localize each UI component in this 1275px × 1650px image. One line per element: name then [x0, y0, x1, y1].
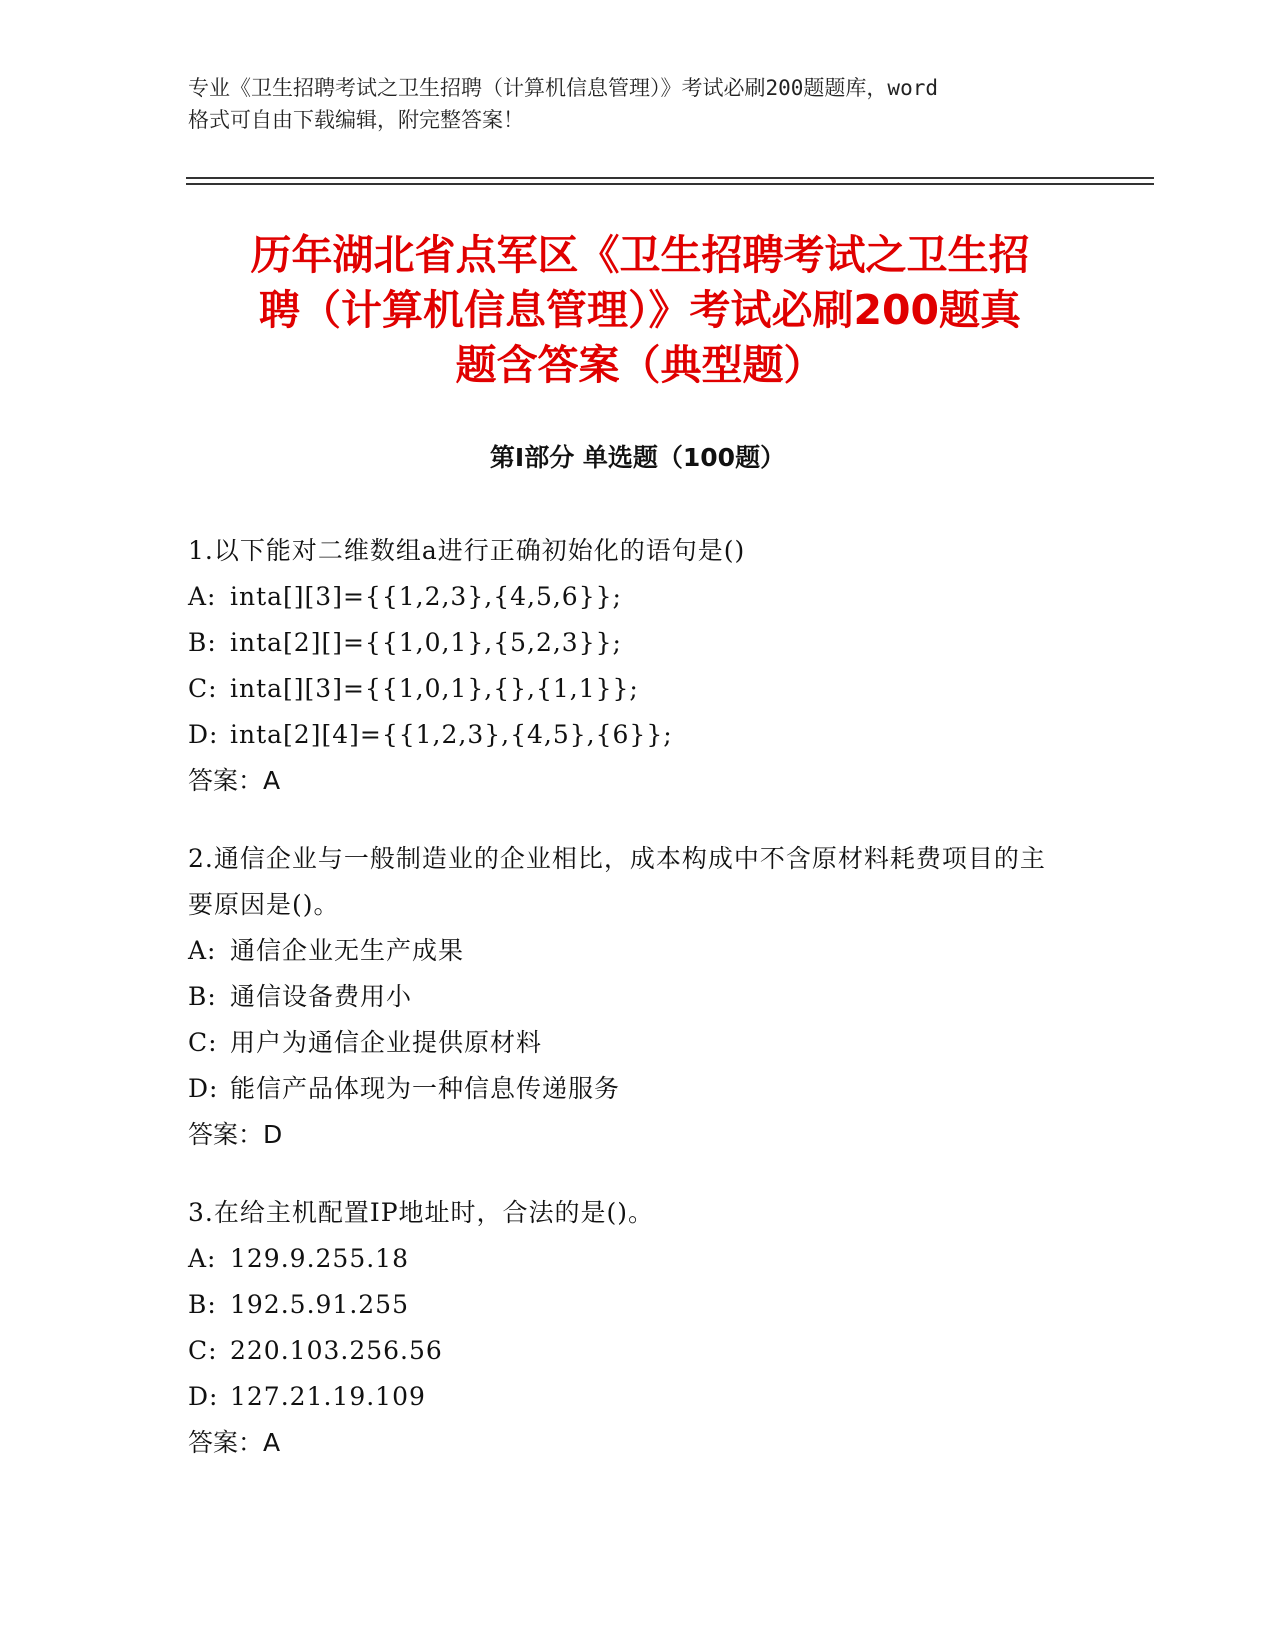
option-d	[188, 1374, 1068, 1420]
option-label: D:	[188, 1382, 219, 1411]
option-text: 220.103.256.56	[230, 1336, 443, 1365]
option-d	[188, 712, 1068, 758]
header-divider	[186, 183, 1154, 185]
option-label: C:	[188, 1336, 218, 1365]
option-text: 能信产品体现为一种信息传递服务	[230, 1074, 621, 1103]
answer: 答案：A	[188, 1428, 281, 1457]
question	[188, 836, 1068, 1158]
header-line: 专业《卫生招聘考试之卫生招聘（计算机信息管理）》考试必刷200题题库，word	[188, 76, 938, 100]
option-label: A:	[188, 936, 217, 965]
option-label: C:	[188, 1028, 218, 1057]
option-a	[188, 928, 1068, 974]
question	[188, 528, 1068, 804]
option-text: inta[][3]={{1,2,3},{4,5,6}};	[230, 582, 622, 611]
option-label: D:	[188, 720, 219, 749]
option-text: inta[2][4]={{1,2,3},{4,5},{6}};	[230, 720, 673, 749]
question-stem: 1.以下能对二维数组a进行正确初始化的语句是()	[188, 536, 746, 565]
option-b	[188, 1282, 1068, 1328]
option-c	[188, 1020, 1068, 1066]
title-line: 题含答案（典型题）	[455, 341, 825, 389]
option-label: C:	[188, 674, 218, 703]
option-label: A:	[188, 1244, 217, 1273]
question	[188, 1190, 1068, 1466]
question-stem: 2.通信企业与一般制造业的企业相比，成本构成中不含原材料耗费项目的主要原因是()。	[188, 844, 1046, 919]
header-line: 格式可自由下载编辑，附完整答案！	[188, 108, 524, 132]
option-label: A:	[188, 582, 217, 611]
option-b	[188, 620, 1068, 666]
option-text: 129.9.255.18	[230, 1244, 409, 1273]
answer: 答案：A	[188, 766, 281, 795]
question-stem: 3.在给主机配置IP地址时，合法的是()。	[188, 1198, 655, 1227]
document-title	[190, 228, 1090, 393]
option-c	[188, 1328, 1068, 1374]
option-a	[188, 574, 1068, 620]
option-c	[188, 666, 1068, 712]
option-label: D:	[188, 1074, 219, 1103]
option-text: 用户为通信企业提供原材料	[230, 1028, 543, 1057]
option-d	[188, 1066, 1068, 1112]
option-text: 通信设备费用小	[230, 982, 413, 1011]
question-list	[188, 528, 1068, 1498]
header-divider	[186, 177, 1154, 179]
title-line: 历年湖北省点军区《卫生招聘考试之卫生招	[250, 231, 1030, 279]
option-label: B:	[188, 628, 217, 657]
option-b	[188, 974, 1068, 1020]
option-text: 通信企业无生产成果	[230, 936, 465, 965]
option-a	[188, 1236, 1068, 1282]
option-text: 127.21.19.109	[230, 1382, 426, 1411]
section-title: 第Ⅰ部分 单选题（100题）	[489, 443, 786, 472]
option-text: inta[][3]={{1,0,1},{},{1,1}};	[230, 674, 639, 703]
title-line: 聘（计算机信息管理）》考试必刷200题真	[258, 286, 1022, 334]
option-text: 192.5.91.255	[230, 1290, 409, 1319]
document-header	[188, 72, 1088, 136]
option-text: inta[2][]={{1,0,1},{5,2,3}};	[230, 628, 622, 657]
option-label: B:	[188, 982, 217, 1011]
answer: 答案：D	[188, 1120, 283, 1149]
option-label: B:	[188, 1290, 217, 1319]
